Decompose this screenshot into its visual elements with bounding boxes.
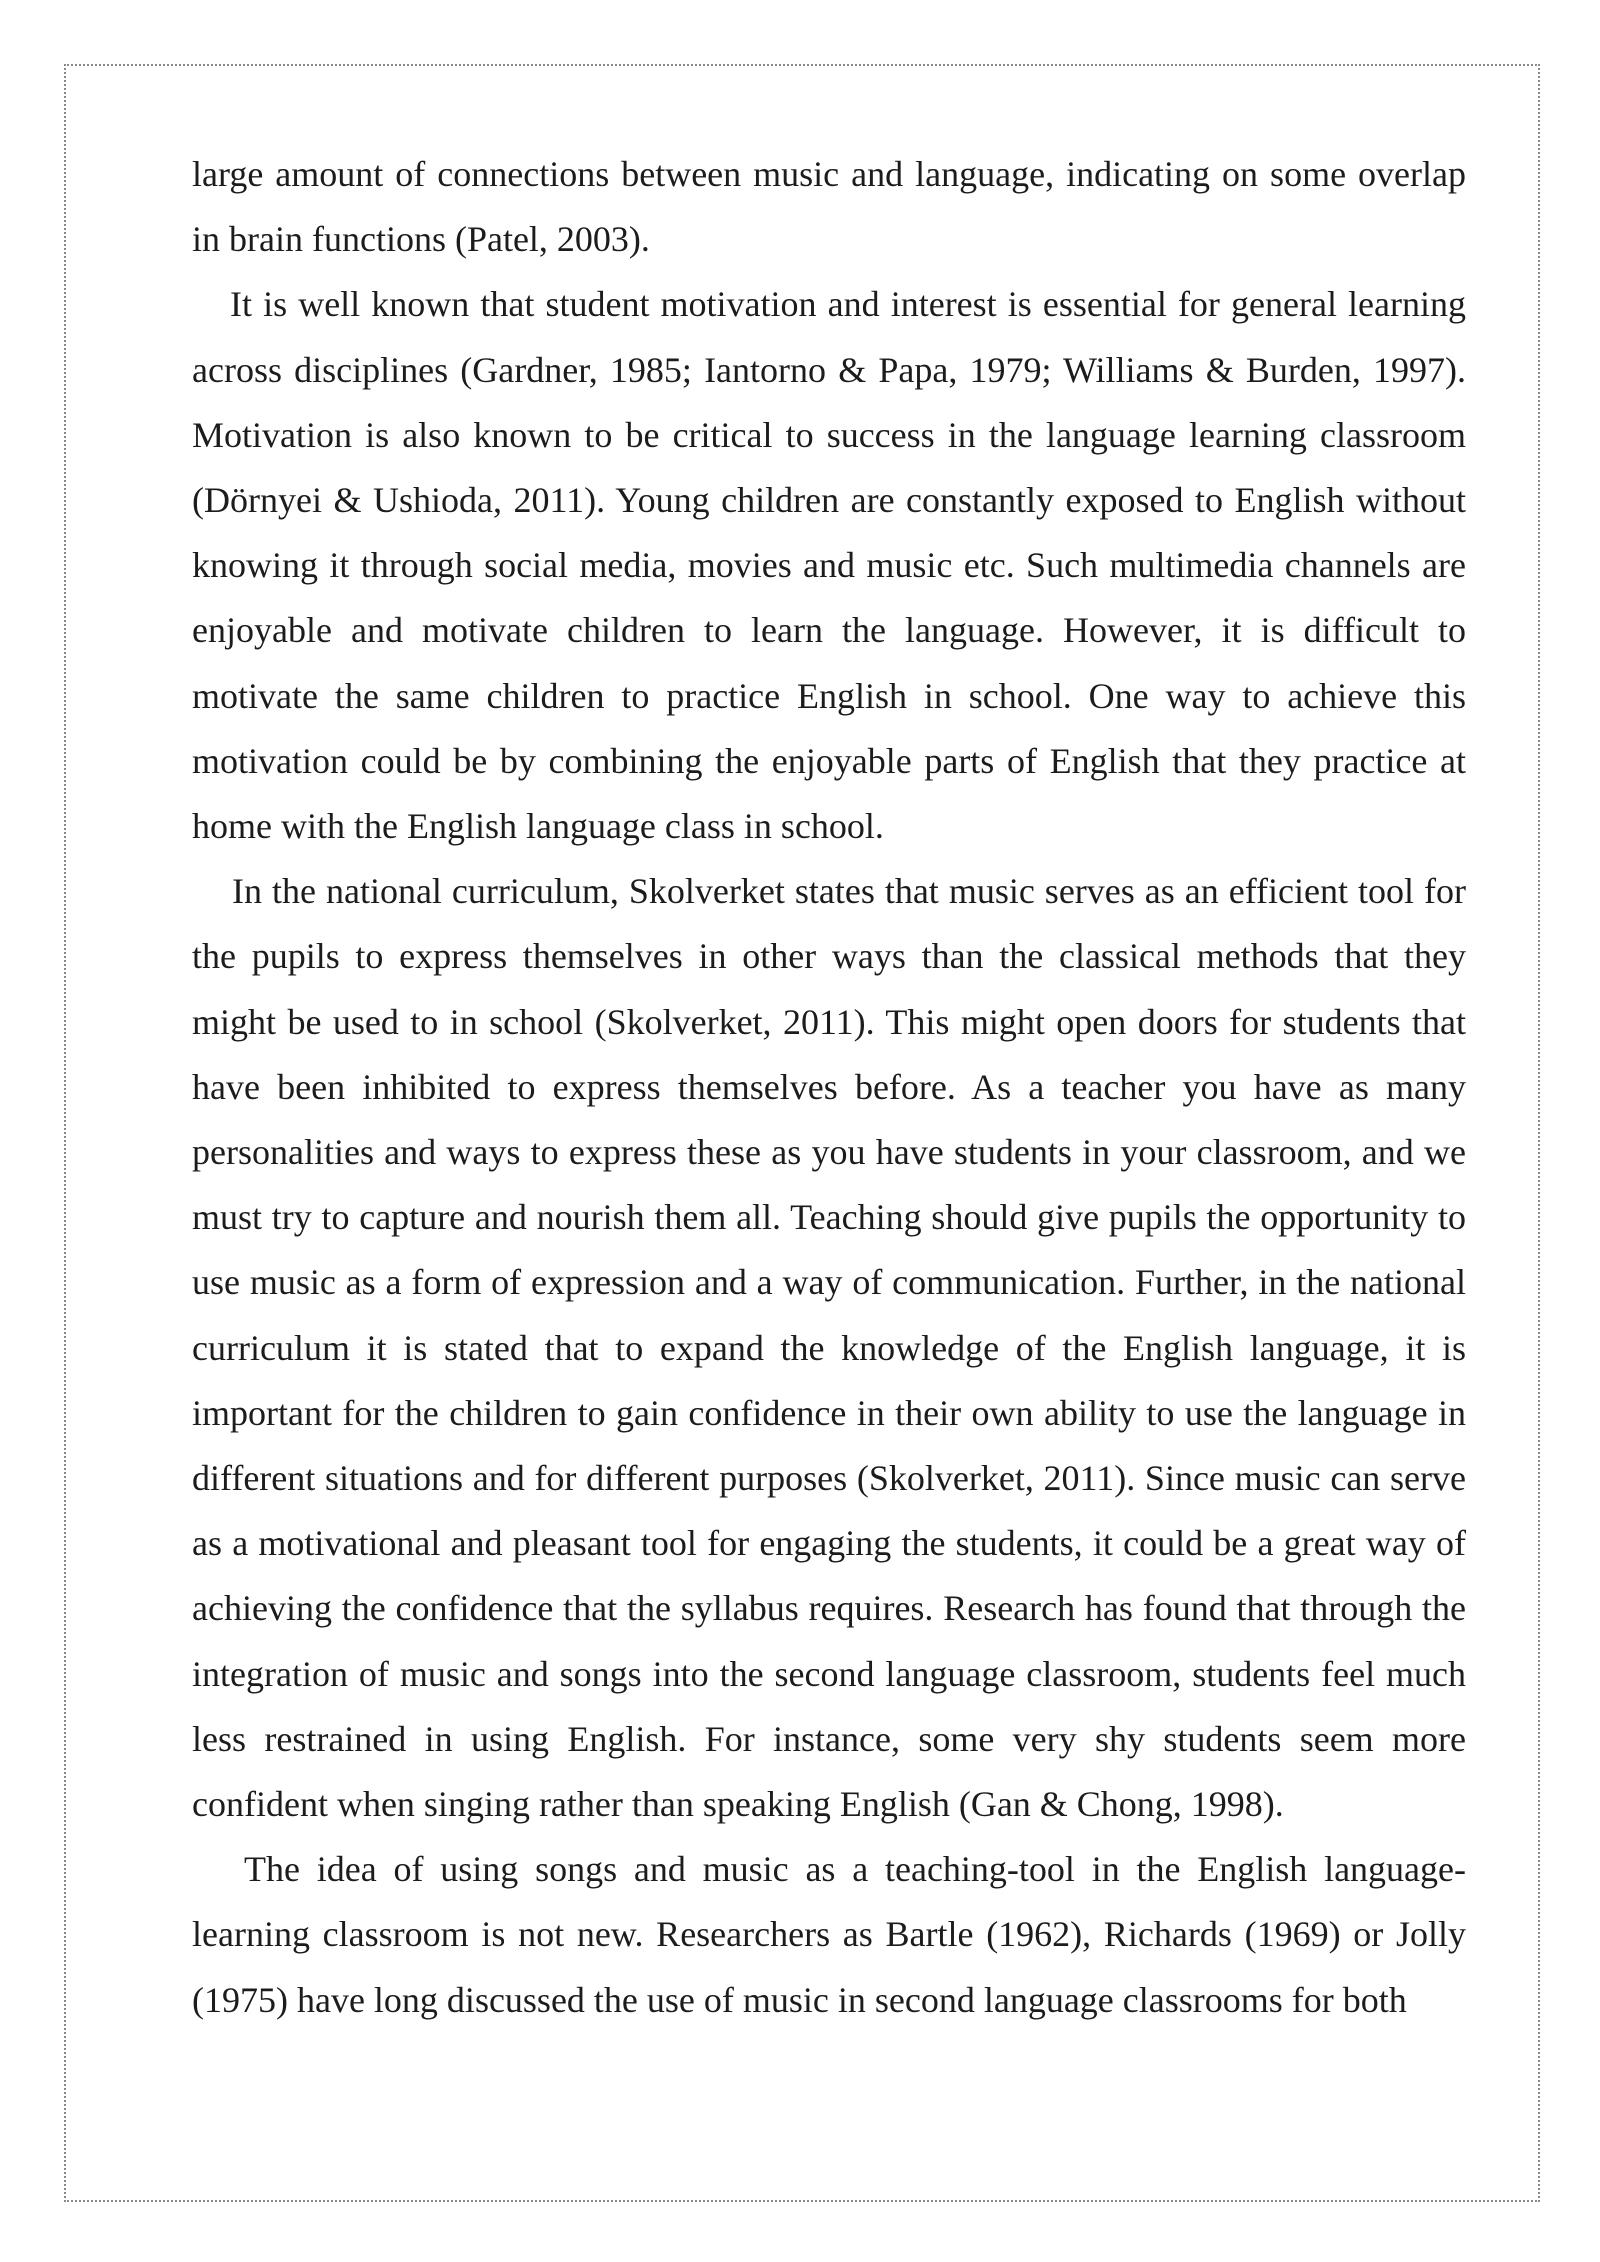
paragraph-national-curriculum: In the national curriculum, Skolverket states that music serves as an efficient tool for the pupils to express themselves in other ways than the classical methods that they might be used to in school (Skolverket, 2011). This might open doors for students that have been inhibited to express themselves before. As a teacher you have as many personalities and ways to express these as you have students in your classroom, and we must try to capture and nourish them all. Teaching should give pupils the opportunity to use music as a form of expression and a way of communication. Further, in the national curriculum it is stated that to expand the knowledge of the English language, it is important for the children to gain confidence in their own ability to use the language in different situations and for different purposes (Skolverket, 2011). Since music can serve as a motivational and pleasant tool for engaging the students, it could be a great way of achieving the confidence that the syllabus requires. Research has found that through the integration of music and songs into the second language classroom, students feel much less restrained in using English. For instance, some very shy students seem more confident when singing rather than speaking English (Gan & Chong, 1998). — [192, 871, 1466, 1825]
document-body — [192, 142, 1466, 2033]
paragraph-continued: large amount of connections between music and language, indicating on some overlap in brain functions (Patel, 2003). — [192, 154, 1466, 260]
paragraph-motivation: It is well known that student motivation and interest is essential for general learning across disciplines (Gardner, 1985; Iantorno & Papa, 1979; Williams & Burden, 1997). Motivation is also known to be critical to success in the language learning classroom (Dörnyei & Ushioda, 2011). Young children are constantly exposed to English without knowing it through social media, movies and music etc. Such multimedia channels are enjoyable and motivate children to learn the language. However, it is difficult to motivate the same children to practice English in school. One way to achieve this motivation could be by combining the enjoyable parts of English that they practice at home with the English language class in school. — [192, 284, 1466, 847]
paragraph-songs-teaching-tool: The idea of using songs and music as a teaching-tool in the English language-learning classroom is not new. Researchers as Bartle (1962), Richards (1969) or Jolly (1975) have long discussed the use of music in second language classrooms for both — [192, 1849, 1466, 2020]
